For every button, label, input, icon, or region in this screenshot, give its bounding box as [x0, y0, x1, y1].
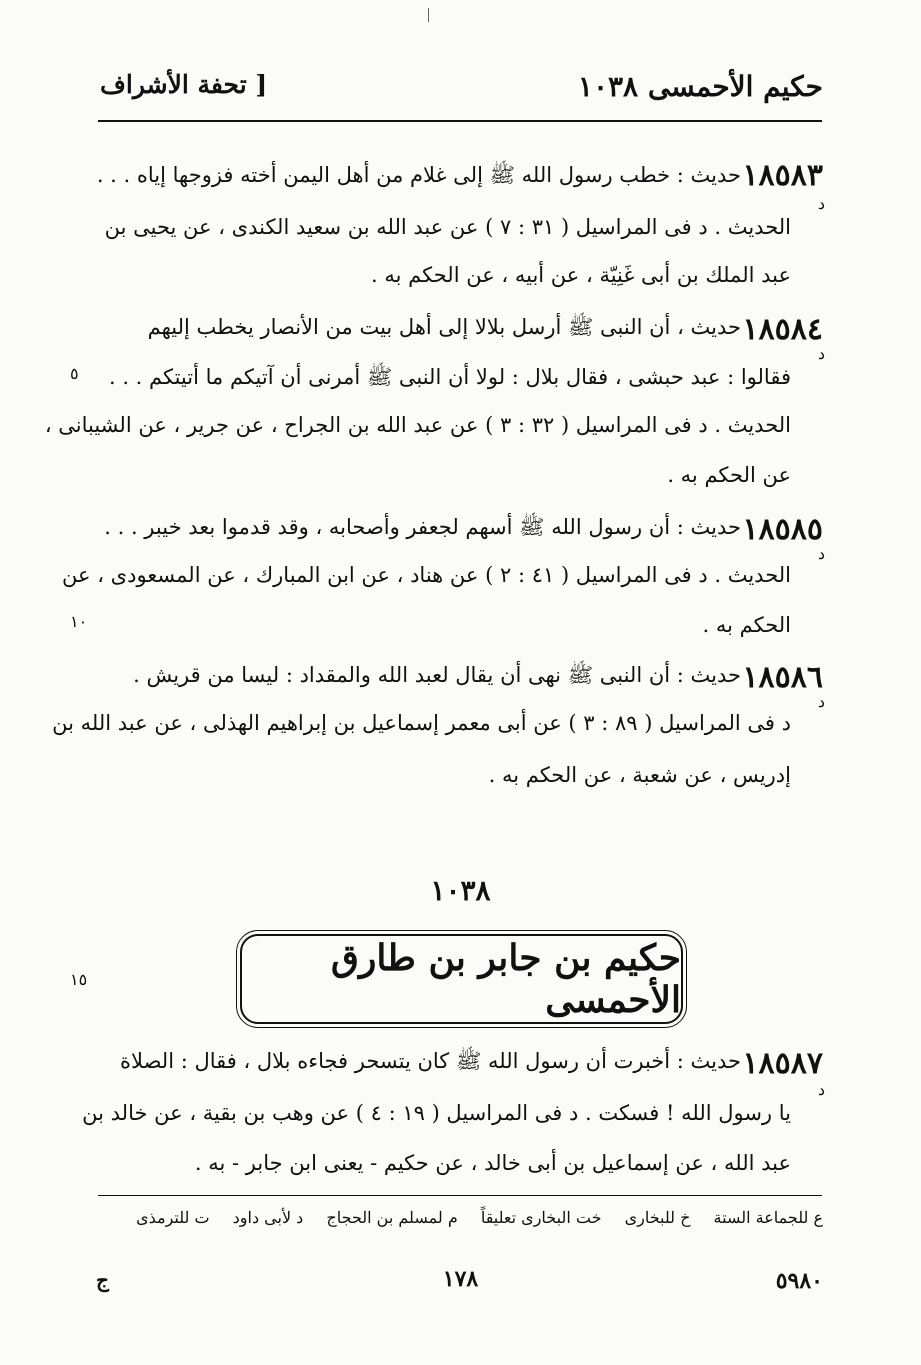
entry-number: ١٨٥٨٧	[742, 1046, 823, 1081]
entry-number: ١٨٥٨٥	[742, 512, 823, 547]
section-title: حكيم بن جابر بن طارق الأحمسى	[331, 937, 681, 1021]
entry-line: فقالوا : عبد حبشى ، فقال بلال : لولا أن النبى ﷺ أمرنى أن آتيكم ما أتيتكم . . .	[108, 365, 791, 389]
entry-line: الحديث . د فى المراسيل ( ٤١ : ٢ ) عن هناد ، عن ابن المبارك ، عن المسعودى ، عن	[62, 563, 791, 587]
entry-line: عن الحكم به .	[667, 463, 791, 487]
siglum-mark: د	[817, 344, 825, 363]
page-number: ١٧٨	[442, 1266, 479, 1292]
entry-line: الحديث . د فى المراسيل ( ٣٢ : ٣ ) عن عبد الله بن الجراح ، عن جرير ، عن الشيبانى ،	[44, 413, 791, 437]
abbreviation-item: خ للبخارى	[624, 1208, 691, 1227]
entry-line: عبد الله ، عن إسماعيل بن أبى خالد ، عن حكيم - يعنى ابن جابر - به .	[194, 1151, 791, 1175]
footnote-rule	[98, 1195, 822, 1196]
entry-line: عبد الملك بن أبى غَنِيّة ، عن أبيه ، عن الحكم به .	[371, 263, 791, 287]
abbreviation-item: ت للترمذى	[136, 1208, 210, 1227]
entry-line: حديث : أن النبى ﷺ نهى أن يقال لعبد الله والمقداد : ليسا من قريش .	[133, 663, 741, 687]
siglum-mark: د	[817, 1080, 825, 1099]
entry-line: إدريس ، عن شعبة ، عن الحكم به .	[488, 763, 791, 787]
siglum-mark: د	[817, 544, 825, 563]
entry-line: حديث : خطب رسول الله ﷺ إلى غلام من أهل اليمن أخته فزوجها إياه . . .	[96, 163, 741, 187]
entry-line: د فى المراسيل ( ٨٩ : ٣ ) عن أبى معمر إسماعيل بن إبراهيم الهذلى ، عن عبد الله بن	[52, 711, 791, 735]
abbreviation-item: د لأبى داود	[232, 1208, 304, 1227]
entry-line: حديث : أخبرت أن رسول الله ﷺ كان يتسحر فجاءه بلال ، فقال : الصلاة	[120, 1049, 741, 1073]
scan-mark	[428, 8, 429, 22]
running-header-right: حكيم الأحمسى ١٠٣٨	[577, 70, 823, 103]
entry-line: الحديث . د فى المراسيل ( ٣١ : ٧ ) عن عبد الله بن سعيد الكندى ، عن يحيى بن	[104, 215, 791, 239]
abbreviation-key	[99, 1208, 823, 1227]
entry-line: حديث : أن رسول الله ﷺ أسهم لجعفر وأصحابه ، وقد قدموا بعد خيبر . . .	[104, 515, 741, 539]
siglum-mark: د	[817, 692, 825, 711]
running-total: ٥٩٨٠	[775, 1268, 823, 1294]
volume-letter: ج	[96, 1268, 109, 1292]
header-rule	[98, 120, 822, 122]
entry-number: ١٨٥٨٦	[742, 660, 823, 695]
abbreviation-item: خت البخارى تعليقاً	[480, 1208, 602, 1227]
siglum-mark: د	[817, 194, 825, 213]
abbreviation-item: م لمسلم بن الحجاج	[326, 1208, 458, 1227]
margin-line-number: ١٥	[70, 970, 88, 989]
margin-line-number: ٥	[70, 364, 79, 383]
entry-number: ١٨٥٨٣	[742, 158, 823, 193]
running-header-left: [ تحفة الأشراف	[100, 70, 268, 99]
section-number: ١٠٣٨	[430, 874, 491, 907]
entry-number: ١٨٥٨٤	[742, 312, 823, 347]
entry-line: حديث ، أن النبى ﷺ أرسل بلالا إلى أهل بيت من الأنصار يخطب إليهم	[147, 315, 741, 339]
abbreviation-item: ع للجماعة الستة	[713, 1208, 823, 1227]
section-title-box	[240, 934, 683, 1024]
entry-line: يا رسول الله ! فسكت . د فى المراسيل ( ١٩ : ٤ ) عن وهب بن بقية ، عن خالد بن	[82, 1101, 791, 1125]
margin-line-number: ١٠	[70, 612, 88, 631]
entry-line: الحكم به .	[702, 613, 791, 637]
